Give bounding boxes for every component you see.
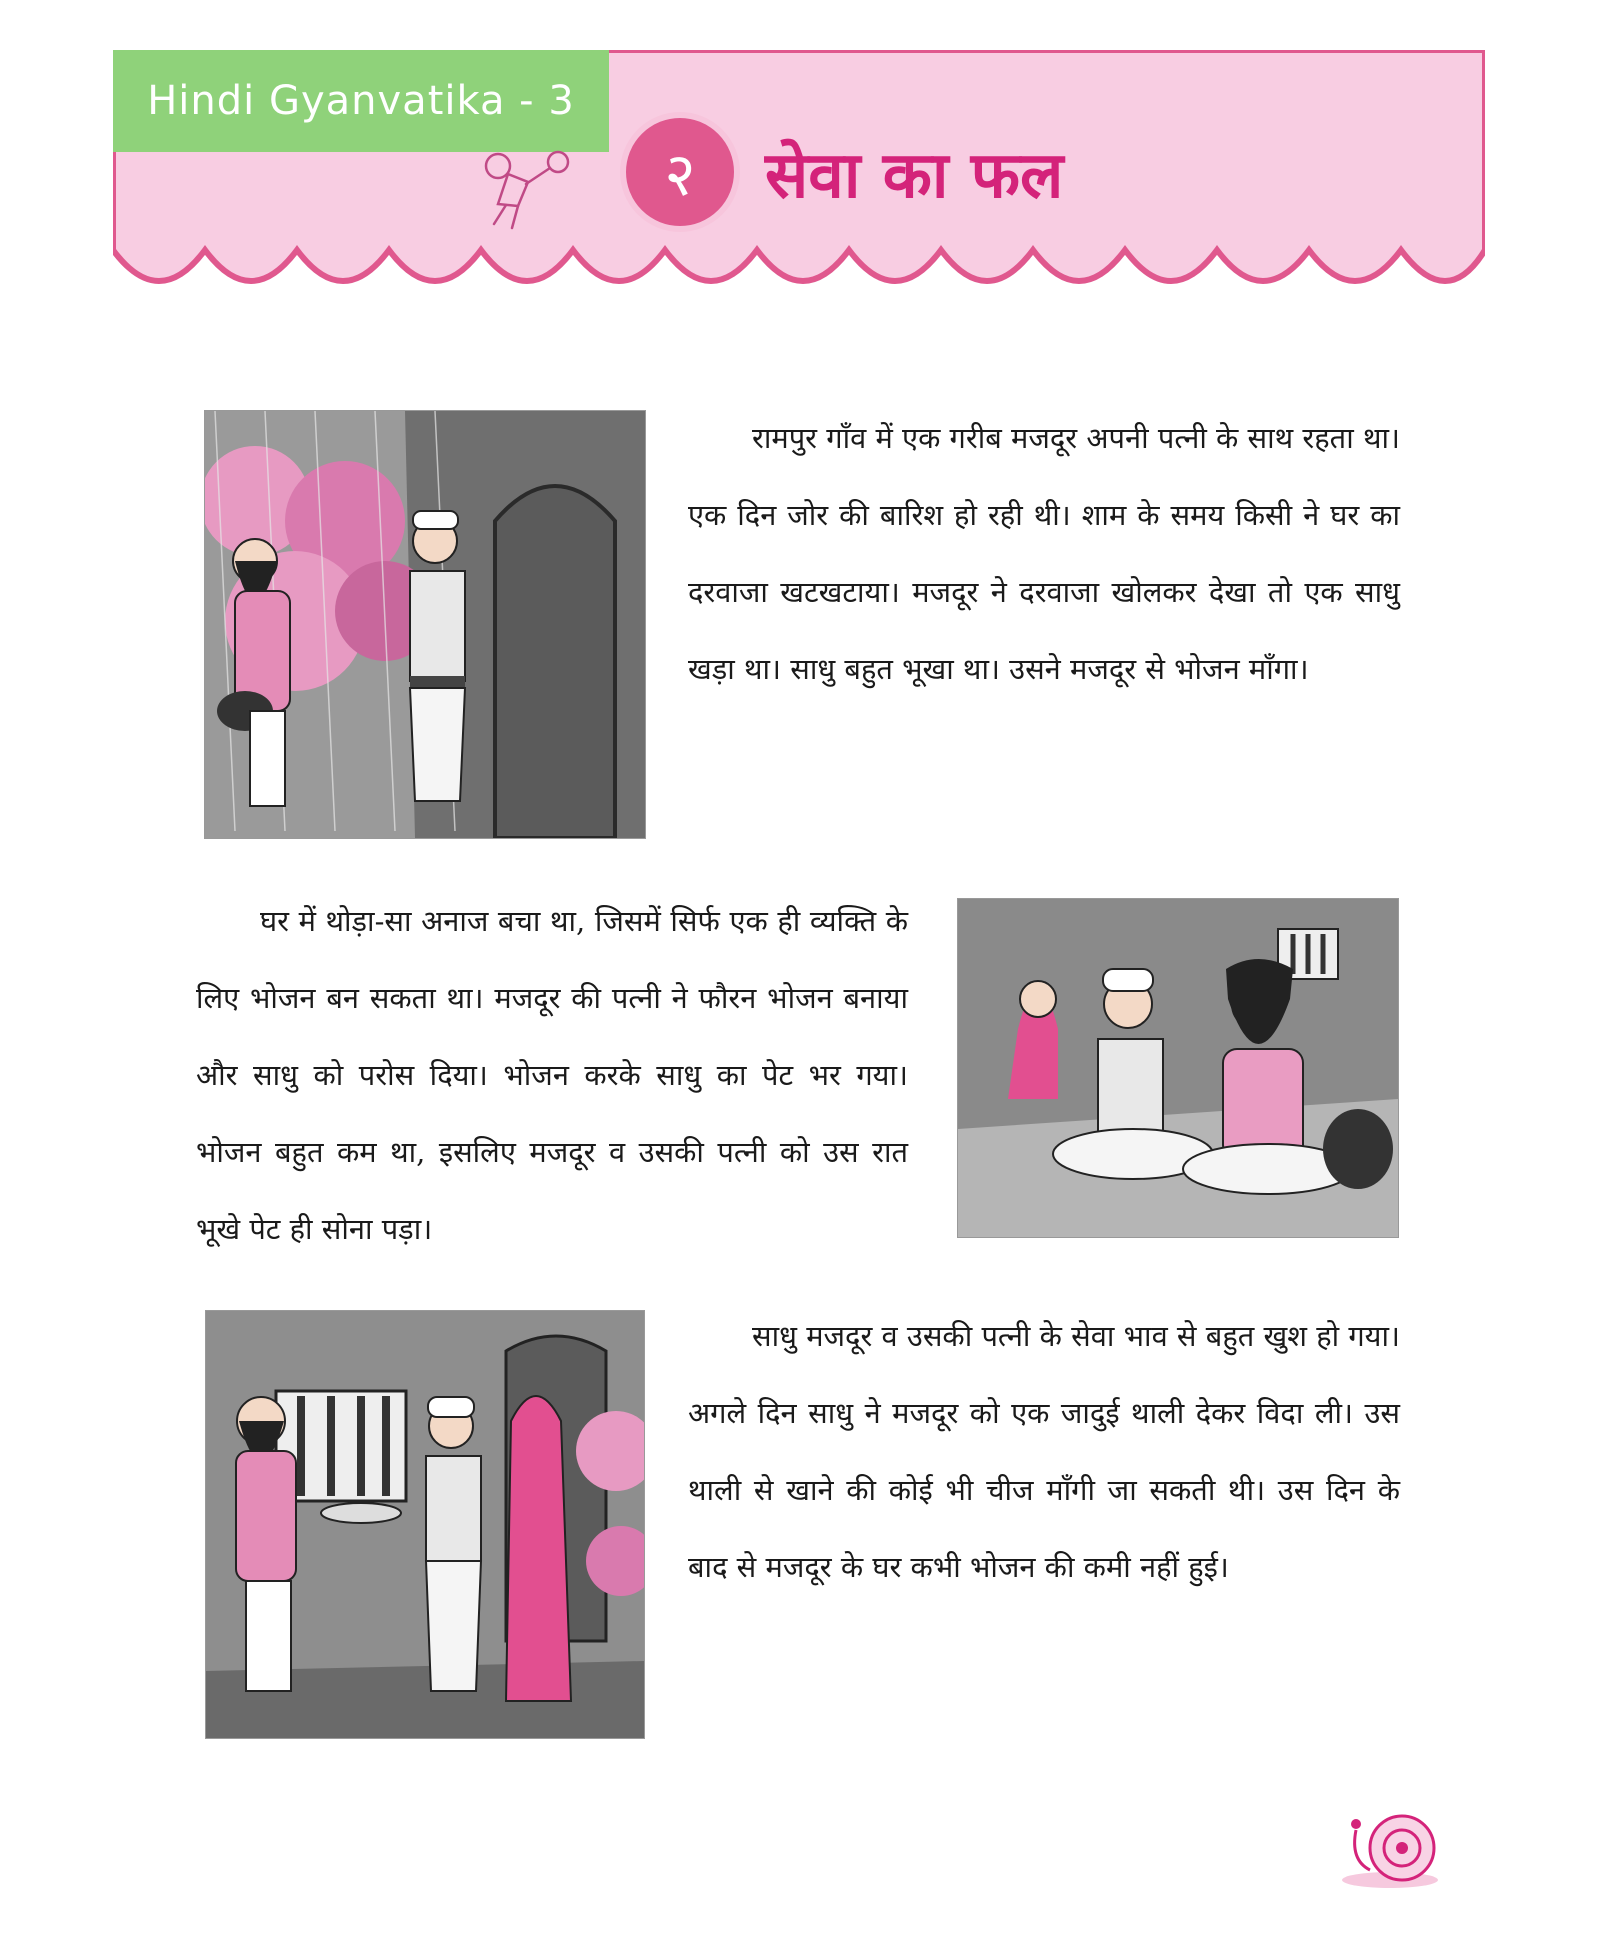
book-title-tag: Hindi Gyanvatika - 3 bbox=[113, 50, 609, 152]
illustration-serving-meal bbox=[957, 898, 1399, 1238]
illustration-magic-plate bbox=[205, 1310, 645, 1739]
chapter-title: सेवा का फल bbox=[765, 138, 1064, 213]
story-paragraph-3: साधु मजदूर व उसकी पत्नी के सेवा भाव से बहुत खुश हो गया। अगले दिन साधु ने मजदूर को एक जादुई थाली देकर विदा ली। उस थाली से खाने की कोई भी चीज माँगी जा सकती थी। उस दिन के बाद से मजदूर के घर कभी भोजन की कमी नहीं हुई। bbox=[688, 1319, 1400, 1584]
girl-doodle-icon bbox=[468, 146, 588, 240]
chapter-number-badge: २ bbox=[620, 112, 740, 232]
story-paragraph-2: घर में थोड़ा-सा अनाज बचा था, जिसमें सिर्फ एक ही व्यक्ति के लिए भोजन बन सकता था। मजदूर की पत्नी ने फौरन भोजन बनाया और साधु को परोस दिया। भोजन करके साधु का पेट भर गया। भोजन बहुत कम था, इसलिए मजदूर व उसकी पत्नी को उस रात भूखे पेट ही सोना पड़ा। bbox=[196, 904, 908, 1246]
snail-doodle-icon bbox=[1340, 1800, 1450, 1894]
illustration-sadhu-at-door bbox=[204, 410, 646, 839]
story-paragraph-1: रामपुर गाँव में एक गरीब मजदूर अपनी पत्नी के साथ रहता था। एक दिन जोर की बारिश हो रही थी। शाम के समय किसी ने घर का दरवाजा खटखटाया। मजदूर ने दरवाजा खोलकर देखा तो एक साधु खड़ा था। साधु बहुत भूखा था। उसने मजदूर से भोजन माँगा। bbox=[688, 421, 1400, 686]
